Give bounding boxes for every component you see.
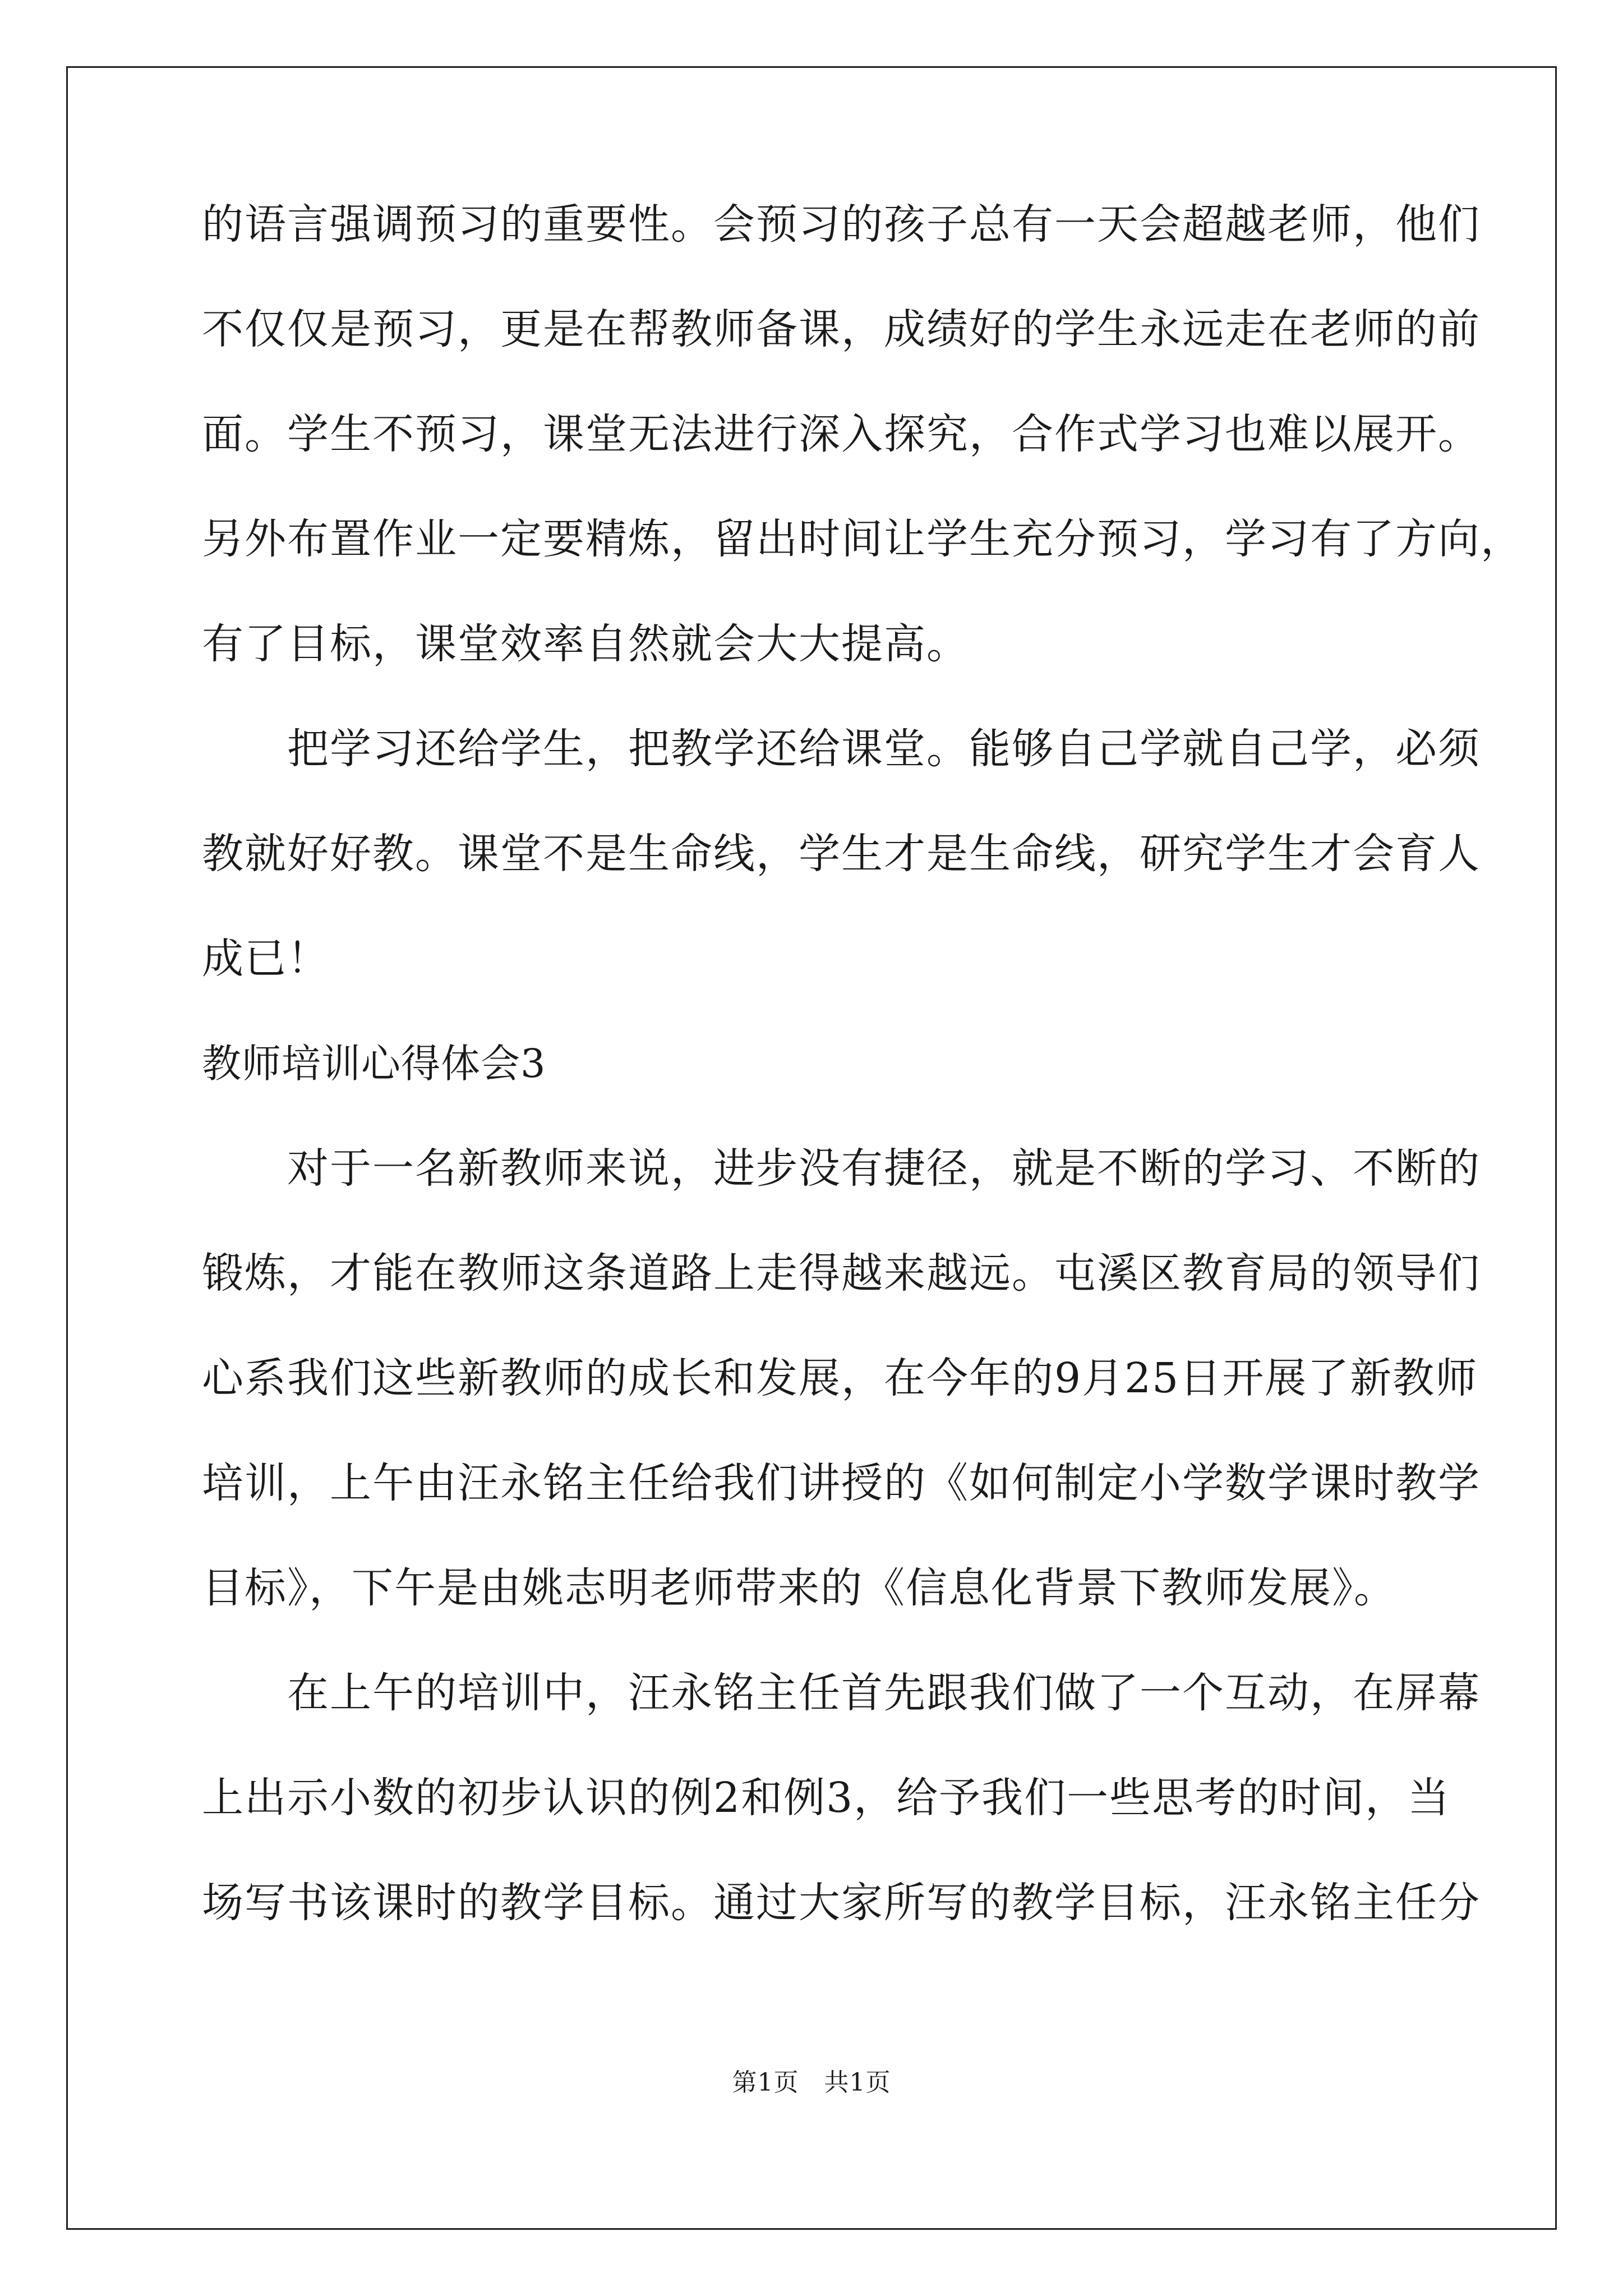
- text-line: 培训，上午由汪永铭主任给我们讲授的《如何制定小学数学课时教学: [202, 1459, 1481, 1507]
- text-line: 上出示小数的初步认识的例2和例3，给予我们一些思考的时间，当: [202, 1774, 1451, 1822]
- text-line: 教就好好教。课堂不是生命线，学生才是生命线，研究学生才会育人: [202, 830, 1481, 878]
- text-line: 把学习还给学生，把教学还给课堂。能够自己学就自己学，必须: [202, 725, 1481, 773]
- text-line: 成已！: [202, 935, 330, 983]
- text-line: 锻炼，才能在教师这条道路上走得越来越远。屯溪区教育局的领导们: [202, 1249, 1481, 1297]
- section-heading: 教师培训心得体会3: [202, 1041, 546, 1087]
- text-line: 心系我们这些新教师的成长和发展，在今年的9月25日开展了新教师: [202, 1354, 1478, 1402]
- text-line: 对于一名新教师来说，进步没有捷径，就是不断的学习、不断的: [202, 1144, 1481, 1193]
- text-line: 不仅仅是预习，更是在帮教师备课，成绩好的学生永远走在老师的前: [202, 305, 1481, 353]
- text-line: 有了目标，课堂效率自然就会大大提高。: [202, 620, 969, 668]
- text-line: 的语言强调预习的重要性。会预习的孩子总有一天会超越老师，他们: [202, 200, 1481, 249]
- text-line: 面。学生不预习，课堂无法进行深入探究，合作式学习也难以展开。: [202, 410, 1481, 458]
- text-line: 场写书该课时的教学目标。通过大家所写的教学目标，汪永铭主任分: [202, 1879, 1481, 1927]
- text-line: 在上午的培训中，汪永铭主任首先跟我们做了一个互动，在屏幕: [202, 1669, 1481, 1717]
- text-line: 另外布置作业一定要精炼，留出时间让学生充分预习，学习有了方向，: [202, 515, 1523, 563]
- text-line: 目标》，下午是由姚志明老师带来的《信息化背景下教师发展》。: [202, 1564, 1396, 1612]
- page-number-footer: 第1页 共1页: [732, 2068, 891, 2097]
- document-body: [202, 199, 1523, 1982]
